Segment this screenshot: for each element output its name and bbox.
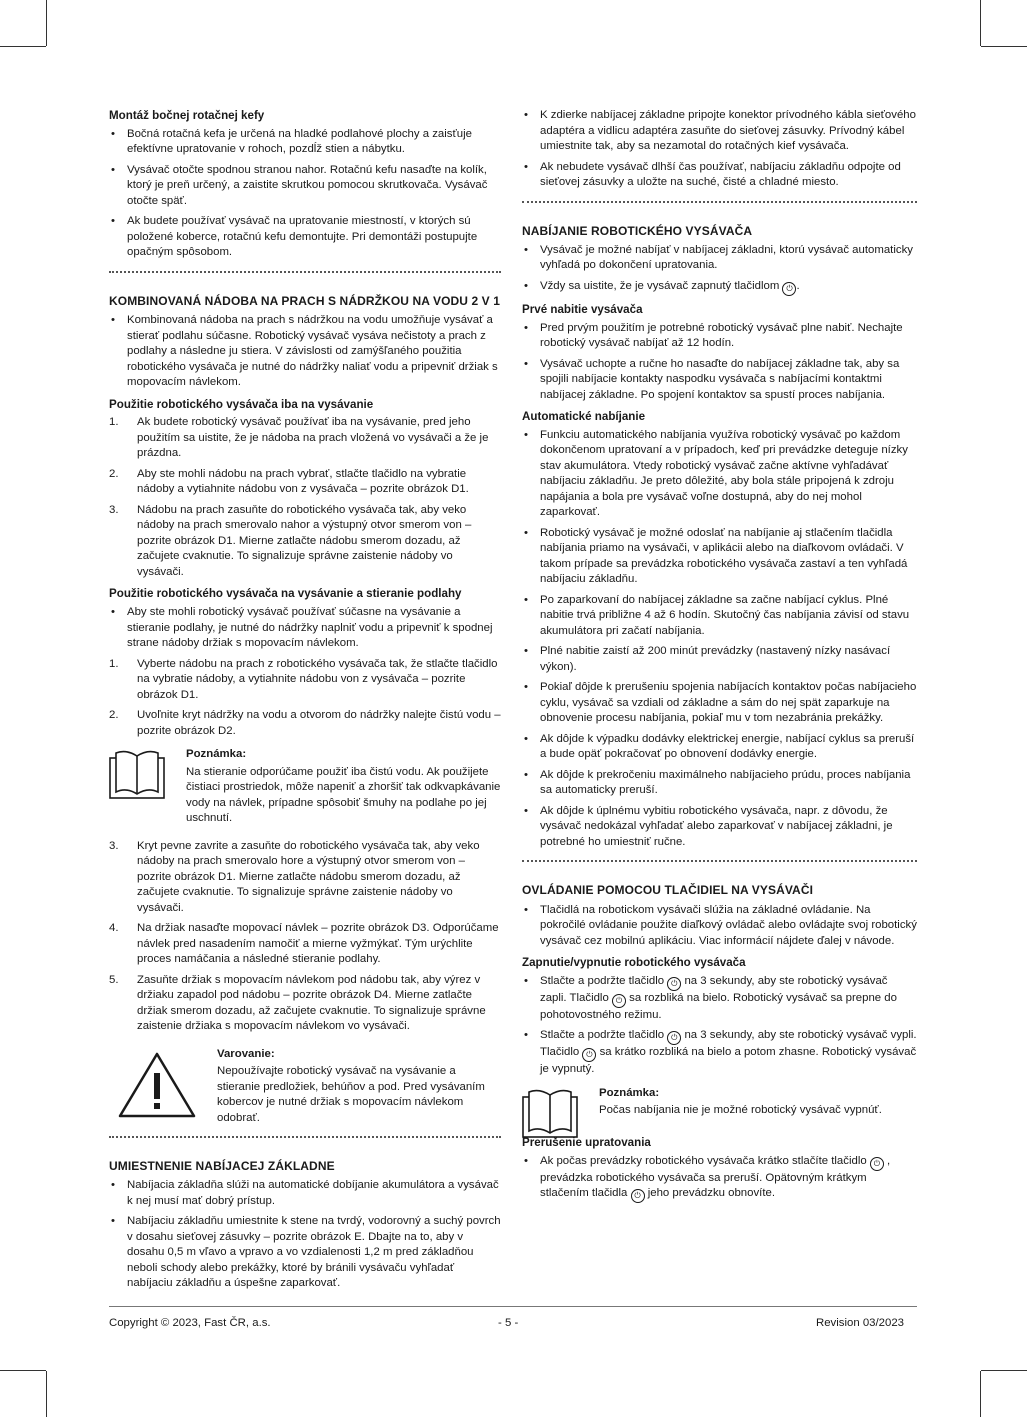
item-text: Ak počas prevádzky robotického vysávača krátko stlačíte tlačidlo — [540, 1154, 867, 1167]
bullet-list — [522, 974, 917, 1078]
list-item: • Bočná rotačná kefa je určená na hladké podlahové plochy a zaisťuje efektívne upratovanie v rohoch, pozdĺž stien a nábytku. — [109, 127, 501, 158]
warning-icon — [117, 1051, 197, 1125]
crop-mark — [981, 46, 1027, 47]
list-item: • Vždy sa uistite, že je vysávač zapnutý tlačidlom ⏻ . — [522, 279, 917, 296]
list-item — [109, 467, 501, 498]
step-text: Zasuňte držiak s mopovacím návlekom pod nádobu tak, aby výrez v držiaku zapadol pod nádobu – pozrite obrázok D4. Mierne zatlačte držiak smerom dozadu, až začujete cvaknutie. To signalizuje správne zaistenie držiaka s mopovacím návlekom vo vysávači. — [137, 973, 486, 1033]
step-number: 1. — [109, 657, 119, 670]
note-box — [522, 1086, 917, 1119]
bullet-list — [522, 108, 917, 191]
note-box — [109, 747, 501, 827]
list-item: • Ak dôjde k úplnému vybitiu robotického vysávača, napr. z dôvodu, že vysávač nedokázal vyhľadať alebo zaparkovať v nabíjacej základni, je potrebné ho umiestniť ručne. — [522, 804, 917, 851]
crop-mark — [981, 1370, 1027, 1371]
section-title: NABÍJANIE ROBOTICKÉHO VYSÁVAČA — [522, 223, 753, 238]
note-title: Poznámka: — [599, 1086, 660, 1099]
bullet-list — [109, 605, 501, 652]
item-text: na 3 sekundy, aby ste robotický vysávač zapli. Tlačidlo — [540, 974, 888, 1004]
crop-mark — [0, 46, 46, 47]
list-item: • Nabíjaciu základňu umiestnite k stene na tvrdý, vodorovný a suchý povrch v dosahu sieťovej zásuvky – pozrite obrázok E. Dbajte na to, aby v dosahu 0,5 m vľavo a vpravo a vo vzdialenosti 1,2 m pred základňou neboli schody alebo prekážky, ktoré by bránili vysávaču vyhľadať nabíjaciu základňu a úspešne zaparkovať. — [109, 1214, 501, 1292]
item-text: sa rozbliká na bielo. Robotický vysávač sa prepne do pohotovostného režimu. — [540, 991, 897, 1021]
section-title: OVLÁDANIE POMOCOU TLAČIDIEL NA VYSÁVAČI — [522, 883, 814, 898]
warning-box — [109, 1047, 501, 1127]
section-heading: Prerušenie upratovania — [522, 1135, 651, 1149]
note-text: Na stieranie odporúčame použiť iba čistú vodu. Ak použijete čistiaci prostriedok, môže napeniť a zhoršiť tak odkvapkávanie vody na návlek, prípadne spôsobiť šmuhy na podlahe po jej uschnutí. — [186, 765, 501, 825]
bullet-list — [522, 903, 917, 950]
item-text: Stlačte a podržte tlačidlo — [540, 1029, 665, 1042]
step-number: 3. — [109, 839, 119, 852]
item-text: , prevádzka robotického vysávača sa preruší. Opätovným krátkym stlačením tlačidla — [540, 1154, 891, 1200]
item-text: jeho prevádzku obnovíte. — [647, 1187, 776, 1200]
list-item: • Vysávač otočte spodnou stranou nahor. Rotačnú kefu nasaďte na kolík, ktorý je preň určený, a zaistite skrutkou pomocou skrutkovača. Vysávač otočte späť. — [109, 163, 501, 210]
book-icon — [522, 1088, 578, 1144]
item-text: Vždy sa uistite, že je vysávač zapnutý tlačidlom — [540, 279, 780, 292]
footer-copyright: Copyright © 2023, Fast ČR, a.s. — [109, 1317, 271, 1329]
list-item: • Pokiaľ dôjde k prerušeniu spojenia nabíjacích kontaktov počas nabíjacieho cyklu, vysávač sa vzdiali od základne a sám do nej spät zaparkuje na obnovenie procesu nabíjania, pokiaľ mu v tom nezabránia prekážky. — [522, 680, 917, 727]
crop-mark — [46, 1371, 47, 1417]
step-text: Uvoľnite kryt nádržky na vodu a otvorom do nádržky nalejte čistú vodu – pozrite obrázok D2. — [137, 709, 501, 737]
section-heading: Prvé nabitie vysávača — [522, 302, 643, 316]
dotted-divider — [109, 1136, 501, 1138]
list-item — [109, 973, 501, 1035]
list-item: • Vysávač uchopte a ručne ho nasaďte do nabíjacej základne tak, aby sa spojili nabíjacie kontakty naspodku vysávača s nabíjacími kontaktmi nabíjacej základne. Po spojení kontaktov sa spustí proces nabíjania. — [522, 357, 917, 404]
step-number: 2. — [109, 467, 119, 480]
list-item: • Pred prvým použitím je potrebné robotický vysávač plne nabiť. Nechajte robotický vysávač nabíjať až 12 hodín. — [522, 321, 917, 352]
dotted-divider — [109, 271, 501, 273]
crop-mark — [0, 1370, 46, 1371]
power-icon — [870, 1157, 884, 1171]
bullet-list — [522, 243, 917, 296]
crop-mark — [980, 1371, 981, 1417]
step-text: Nádobu na prach zasuňte do robotického vysávača tak, aby veko nádoby na prach smerovalo nahor a výstupný otvor smerom von – pozrite obrázok D1. Mierne zatlačte nádobu smerom dozadu, až začujete cvaknutie. To signalizuje správne zaistenie nádoby vo vysávači. — [137, 503, 472, 578]
numbered-list — [109, 657, 501, 740]
crop-mark — [46, 0, 47, 46]
section-heading: Použitie robotického vysávača iba na vysávanie — [109, 397, 374, 411]
power-icon — [631, 1189, 645, 1203]
list-item: • Robotický vysávač je možné odoslať na nabíjanie aj stlačením tlačidla nabíjania priamo na vysávači, v aplikácii alebo na diaľkovom ovládači. V takom prípade sa prevádzka robotického vysávača zastaví a ten vyhľadá nabíjaciu základňu. — [522, 526, 917, 588]
list-item — [109, 657, 501, 704]
power-icon — [667, 1031, 681, 1045]
list-item — [109, 921, 501, 968]
list-item — [109, 708, 501, 739]
item-text: na 3 sekundy, aby ste robotický vysávač vypli. Tlačidlo — [540, 1029, 917, 1059]
step-text: Na držiak nasaďte mopovací návlek – pozrite obrázok D3. Odporúčame návlek pred nasadením namočiť a mierne vyžmýkať. Tým urýchlite proces namáčania a následné stieranie podlahy. — [137, 922, 499, 966]
numbered-list — [109, 839, 501, 1035]
step-text: Kryt pevne zavrite a zasuňte do robotického vysávača tak, aby veko nádoby na prach smerovalo hore a výstupný otvor smerom von – pozrite obrázok D1. Mierne zatlačte nádobu smerom dozadu, až začujete cvaknutie. To signalizuje správne zaistenie nádoby vo vysávači. — [137, 839, 480, 914]
list-item: • Ak budete používať vysávač na upratovanie miestností, v ktorých sú položené koberce, rotačnú kefu demontujte. Pri demontáži postupujte opačným spôsobom. — [109, 214, 501, 261]
step-number: 3. — [109, 503, 119, 516]
section-heading: Použitie robotického vysávača na vysávanie a stieranie podlahy — [109, 587, 462, 601]
list-item: • Po zaparkovaní do nabíjacej základne sa začne nabíjací cyklus. Plné nabitie trvá približne 4 až 6 hodín. Skutočný čas nabíjania závisí od stavu akumulátora pri začatí nabíjania. — [522, 593, 917, 640]
bullet-list — [522, 428, 917, 851]
list-item: • Plné nabitie zaistí až 200 minút prevádzky (nastavený nízky nasávací výkon). — [522, 644, 917, 675]
bullet-list — [109, 1178, 501, 1292]
list-item — [109, 503, 501, 581]
step-text: Aby ste mohli nádobu na prach vybrať, stlačte tlačidlo na vybratie nádoby a vytiahnite nádobu von z vysávača – pozrite obrázok D1. — [137, 467, 469, 496]
section-heading: Zapnutie/vypnutie robotického vysávača — [522, 956, 746, 970]
bullet-list — [109, 127, 501, 261]
power-icon — [582, 1048, 596, 1062]
step-number: 2. — [109, 709, 119, 722]
note-title: Poznámka: — [186, 748, 247, 761]
step-text: Ak budete robotický vysávač používať iba na vysávanie, pred jeho použitím sa uistite, že je nádoba na prach vložená vo vysávači a že je prázdna. — [137, 416, 489, 460]
list-item — [522, 974, 917, 1024]
item-text: sa krátko rozbliká na bielo a potom zhasne. Robotický vysávač je vypnutý. — [540, 1046, 917, 1076]
step-text: Vyberte nádobu na prach z robotického vysávača tak, že stlačte tlačidlo na vybratie nádoby, a vytiahnite nádobu von z vysávača – pozrite obrázok D1. — [137, 657, 498, 701]
dotted-divider — [522, 860, 917, 862]
note-text: Počas nabíjania nie je možné robotický vysávač vypnúť. — [599, 1104, 882, 1117]
list-item: • Nabíjacia základňa slúži na automatické dobíjanie akumulátora a vysávač k nej musí mať dobrý prístup. — [109, 1178, 501, 1209]
page-number: - 5 - — [498, 1317, 519, 1329]
list-item — [109, 415, 501, 462]
list-item — [109, 839, 501, 917]
list-item: • Ak dôjde k prekročeniu maximálneho nabíjacieho prúdu, proces nabíjania sa automaticky preruší. — [522, 768, 917, 799]
left-column — [109, 108, 501, 1297]
list-item: • Vysávač je možné nabíjať v nabíjacej základni, ktorú vysávač automaticky vyhľadá po dokončení upratovania. — [522, 243, 917, 274]
step-number: 4. — [109, 922, 119, 935]
list-item: • K zdierke nabíjacej základne pripojte konektor prívodného kábla sieťového adaptéra a vidlicu adaptéra zasuňte do sieťovej zásuvky. Prívodný kábel umiestnite tak, aby sa nezamotal do rotačných kief vysávača. — [522, 108, 917, 155]
list-item — [522, 1028, 917, 1078]
list-item — [522, 1154, 917, 1204]
bullet-list — [522, 321, 917, 404]
section-heading: Automatické nabíjanie — [522, 410, 646, 424]
list-item: • Aby ste mohli robotický vysávač používať súčasne na vysávanie a stieranie podlahy, je nutné do nádržky naplniť vodu a pripevniť k spodnej strane nádoby držiak s mopovacím návlekom. — [109, 605, 501, 652]
warning-text: Nepoužívajte robotický vysávač na vysávanie a stieranie predložiek, behúňov a pod. Pred vysávaním kobercov je nutné držiak s mopovacím návlekom odobrať. — [217, 1065, 485, 1124]
dotted-divider — [522, 201, 917, 203]
list-item: • Ak nebudete vysávač dlhší čas používať, nabíjaciu základňu odpojte od sieťovej zásuvky a uložte na suché, čisté a chladné miesto. — [522, 160, 917, 191]
section-title: UMIESTNENIE NABÍJACEJ ZÁKLADNE — [109, 1159, 335, 1174]
step-number: 1. — [109, 416, 119, 429]
bullet-list — [522, 1154, 917, 1204]
right-column — [522, 108, 917, 1208]
list-item: • Ak dôjde k výpadku dodávky elektrickej energie, nabíjací cyklus sa preruší a bude opäť pokračovať po obnovení dodávky energie. — [522, 732, 917, 763]
section-heading: Montáž bočnej rotačnej kefy — [109, 109, 265, 122]
numbered-list — [109, 415, 501, 580]
power-icon — [782, 282, 796, 296]
list-item: • Funkciu automatického nabíjania využíva robotický vysávač po každom dokončenom upratovaní a v prípadoch, keď pri prevádzke deteguje nízky stav akumulátora. Vtedy robotický vysávač začne aktívne vyhľadávať nabíjaciu základňu. Je preto dôležité, aby bola stále pripojená k zdroju napájania a bola pre vysávač voľne dostupná, aby do nej mohol zaparkovať. — [522, 428, 917, 521]
item-text: Stlačte a podržte tlačidlo — [540, 974, 665, 987]
crop-mark — [980, 0, 981, 46]
warning-title: Varovanie: — [217, 1047, 275, 1060]
footer-divider — [109, 1306, 917, 1307]
list-item: • Kombinovaná nádoba na prach s nádržkou na vodu umožňuje vysávať a stierať podlahu súčasne. Robotický vysávač vysáva nečistoty a prach z podlahy a následne ju stiera. V závislosti od zamýšľaného použitia robotického vysávača je nutné do nádržky naliať vodu a pripevniť držiak s mopovacím návlekom. — [109, 313, 501, 391]
section-title: KOMBINOVANÁ NÁDOBA NA PRACH S NÁDRŽKOU NA VODU 2 V 1 — [109, 293, 500, 308]
power-icon — [667, 977, 681, 991]
list-item: • Tlačidlá na robotickom vysávači slúžia na základné ovládanie. Na pokročilé ovládanie použite diaľkový ovládač alebo ovládajte svoj robotický vysávač cez mobilnú aplikáciu. Viac informácií nájdete ďalej v návode. — [522, 903, 917, 950]
power-icon — [612, 994, 626, 1008]
bullet-list — [109, 313, 501, 391]
book-icon — [109, 749, 165, 805]
step-number: 5. — [109, 973, 119, 986]
footer-revision: Revision 03/2023 — [816, 1317, 905, 1329]
